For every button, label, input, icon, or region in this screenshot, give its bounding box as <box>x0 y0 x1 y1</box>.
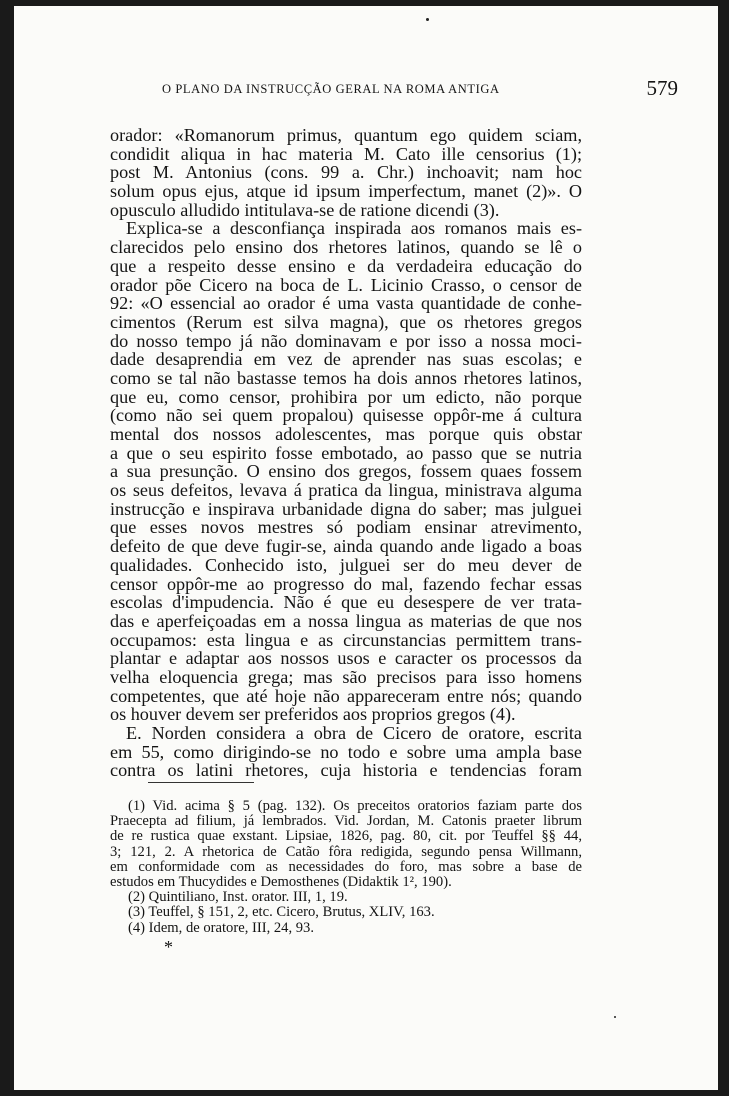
book-page <box>14 6 718 1090</box>
footnote-line: 3; 121, 2. A rhetorica de Catão fôra redigida, segundo pensa Willmann, <box>110 843 582 860</box>
signature-mark: * <box>164 937 173 957</box>
footnote-rule <box>148 782 254 783</box>
body-line: cimentos (Rerum est silva magna), que os rhetores gregos <box>110 311 582 332</box>
footnote-line: em conformidade com as necessidades do foro, mas sobre a base de <box>110 858 582 875</box>
body-line: escolas d'impudencia. Não é que eu desespere de ver trata- <box>110 592 582 613</box>
footnote-line: (3) Teuffel, § 151, 2, etc. Cicero, Brutus, XLIV, 163. <box>128 904 435 921</box>
body-line: em 55, como dirigindo-se no todo e sobre uma ampla base <box>110 741 582 762</box>
footnote-line: (1) Vid. acima § 5 (pag. 132). Os preceitos oratorios faziam parte dos <box>128 798 582 814</box>
footnote-line: Praecepta ad filium, já lembrados. Vid. Jordan, M. Catonis praeter librum <box>110 813 582 830</box>
body-line: occupamos: esta lingua e as circunstancias permittem trans- <box>110 629 582 650</box>
body-line: post M. Antonius (cons. 99 a. Chr.) inchoavit; nam hoc <box>110 162 582 183</box>
body-line: plantar e adaptar aos nossos usos e caracter os processos da <box>110 648 582 669</box>
body-line: opusculo alludido intitulava-se de ratione dicendi (3). <box>110 199 500 220</box>
body-line: a sua presunção. O ensino dos gregos, fossem quaes fossem <box>110 461 582 482</box>
body-line: os seus defeitos, levava á pratica da lingua, ministrava alguma <box>110 480 582 501</box>
body-line: (como não sei quem propalou) quisesse oppôr-me á cultura <box>110 405 582 426</box>
body-line: orador põe Cicero na boca de L. Licinio Crasso, o censor de <box>110 274 582 295</box>
body-line: E. Norden considera a obra de Cicero de oratore, escrita <box>126 723 582 743</box>
body-line: a que o seu espirito fosse embotado, ao passo que se nutria <box>110 442 582 463</box>
footnotes <box>110 799 582 936</box>
body-line: velha eloquencia grega; mas são precisos para isso homens <box>110 666 582 687</box>
body-line: que a respeito desse ensino e da verdadeira educação do <box>110 255 582 276</box>
body-line: condidit aliqua in hac materia M. Cato ille censorius (1); <box>110 143 582 164</box>
print-speck <box>614 1016 616 1018</box>
body-line: instrucção e inspirava urbanidade digna do saber; mas julguei <box>110 498 582 519</box>
body-line: competentes, que até hoje não appareceram entre nós; quando <box>110 685 582 706</box>
page-header <box>74 76 678 104</box>
body-line: do nosso tempo já não dominavam e por isso a nossa moci- <box>110 330 582 351</box>
body-line: defeito de que deve fugir-se, ainda quando ande ligado a boas <box>110 536 582 557</box>
print-speck <box>426 18 429 21</box>
footnote-line: estudos em Thucydides e Demosthenes (Didaktik 1², 190). <box>110 873 452 890</box>
body-text <box>110 126 582 780</box>
footnote-line: de re rustica quae exstant. Lipsiae, 1826, pag. 80, cit. por Teuffel §§ 44, <box>110 828 582 845</box>
body-line: que eu, como censor, prohibira por um edicto, não porque <box>110 386 582 407</box>
footnote-line: (4) Idem, de oratore, III, 24, 93. <box>128 919 314 936</box>
page-number: 579 <box>646 76 678 100</box>
body-line: 92: «O essencial ao orador é uma vasta quantidade de conhe- <box>110 293 582 314</box>
body-line: censor oppôr-me ao progresso do mal, fazendo fechar essas <box>110 573 582 594</box>
body-line: solum opus ejus, atque id ipsum imperfectum, manet (2)». O <box>110 181 582 202</box>
running-title: O PLANO DA INSTRUCÇÃO GERAL NA ROMA ANTIGA <box>162 82 500 96</box>
body-line: orador: «Romanorum primus, quantum ego quidem sciam, <box>110 125 582 145</box>
body-line: qualidades. Conhecido isto, julguei ser do meu dever de <box>110 554 582 575</box>
body-line: mental dos nossos adolescentes, mas porque quis obstar <box>110 424 582 444</box>
body-line: clarecidos pelo ensino dos rhetores latinos, quando se lê o <box>110 237 582 258</box>
body-line: das e aperfeiçoadas em a nossa lingua as materias de que nos <box>110 610 582 631</box>
footnote-line: (2) Quintiliano, Inst. orator. III, 1, 19. <box>128 889 348 906</box>
body-line: que esses novos mestres só podiam ensinar atrevimento, <box>110 517 582 538</box>
body-line: dade desaprendia em vez de aprender nas suas escolas; e <box>110 349 582 370</box>
body-line: os houver devem ser preferidos aos proprios gregos (4). <box>110 704 516 725</box>
body-line: contra os latini rhetores, cuja historia e tendencias foram <box>110 760 582 781</box>
body-line: como se tal não bastasse temos ha dois annos rhetores latinos, <box>110 367 582 388</box>
body-line: Explica-se a desconfiança inspirada aos romanos mais es- <box>126 218 582 239</box>
